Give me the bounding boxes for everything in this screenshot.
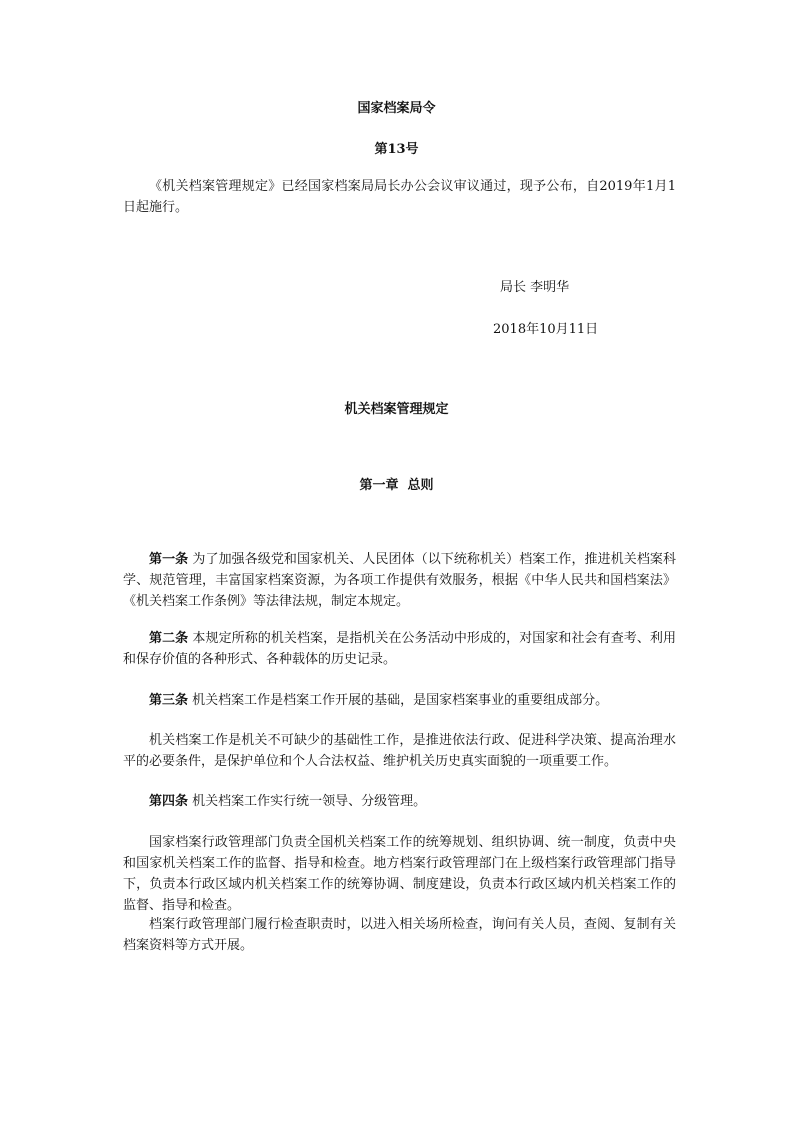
article-paragraph bbox=[123, 832, 676, 916]
decree-number: 第13号 bbox=[374, 142, 419, 157]
article-paragraph bbox=[123, 730, 676, 772]
article-text: 本规定所称的机关档案，是指机关在公务活动中形成的，对国家和社会有查考、利用和保存价值的各种形式、各种载体的历史记录。 bbox=[123, 631, 676, 667]
signature bbox=[500, 276, 569, 295]
article-text: 机关档案工作是机关不可缺少的基础性工作，是推进依法行政、促进科学决策、提高治理水平的必要条件，是保护单位和个人合法权益、维护机关历史真实面貌的一项重要工作。 bbox=[123, 733, 676, 769]
signature-name: 李明华 bbox=[530, 280, 570, 295]
article-label: 第二条 bbox=[149, 631, 189, 646]
article-paragraph bbox=[123, 549, 676, 612]
article-label: 第一条 bbox=[149, 552, 189, 567]
article-label: 第四条 bbox=[149, 794, 189, 809]
article-text: 机关档案工作实行统一领导、分级管理。 bbox=[188, 794, 427, 809]
article-text: 机关档案工作是档案工作开展的基础，是国家档案事业的重要组成部分。 bbox=[188, 693, 609, 708]
decree-text: 《机关档案管理规定》已经国家档案局局长办公会议审议通过，现予公布，自2019年1月1日起施行。 bbox=[123, 179, 676, 215]
signature-date: 2018年10月11日 bbox=[493, 322, 599, 337]
chapter-heading: 第一章 总则 bbox=[359, 478, 434, 493]
signature-role: 局长 bbox=[500, 280, 527, 295]
article-paragraph bbox=[123, 914, 676, 956]
article-label: 第三条 bbox=[149, 693, 189, 708]
decree-title: 国家档案局令 bbox=[357, 101, 436, 116]
article-text: 为了加强各级党和国家机关、人民团体（以下统称机关）档案工作，推进机关档案科学、规范管理，丰富国家档案资源，为各项工作提供有效服务，根据《中华人民共和国档案法》《机关档案工作条例》等法律法规，制定本规定。 bbox=[123, 552, 676, 609]
article-paragraph bbox=[123, 690, 676, 711]
document-title: 机关档案管理规定 bbox=[344, 402, 449, 417]
article-text: 档案行政管理部门履行检查职责时，以进入相关场所检查，询问有关人员，查阅、复制有关档案资料等方式开展。 bbox=[123, 917, 676, 953]
article-paragraph bbox=[123, 628, 676, 670]
article-paragraph bbox=[123, 791, 676, 812]
article-text: 国家档案行政管理部门负责全国机关档案工作的统筹规划、组织协调、统一制度，负责中央和国家机关档案工作的监督、指导和检查。地方档案行政管理部门在上级档案行政管理部门指导下，负责本行政区域内机关档案工作的统筹协调、制度建设，负责本行政区域内机关档案工作的监督、指导和检查。 bbox=[123, 835, 676, 913]
